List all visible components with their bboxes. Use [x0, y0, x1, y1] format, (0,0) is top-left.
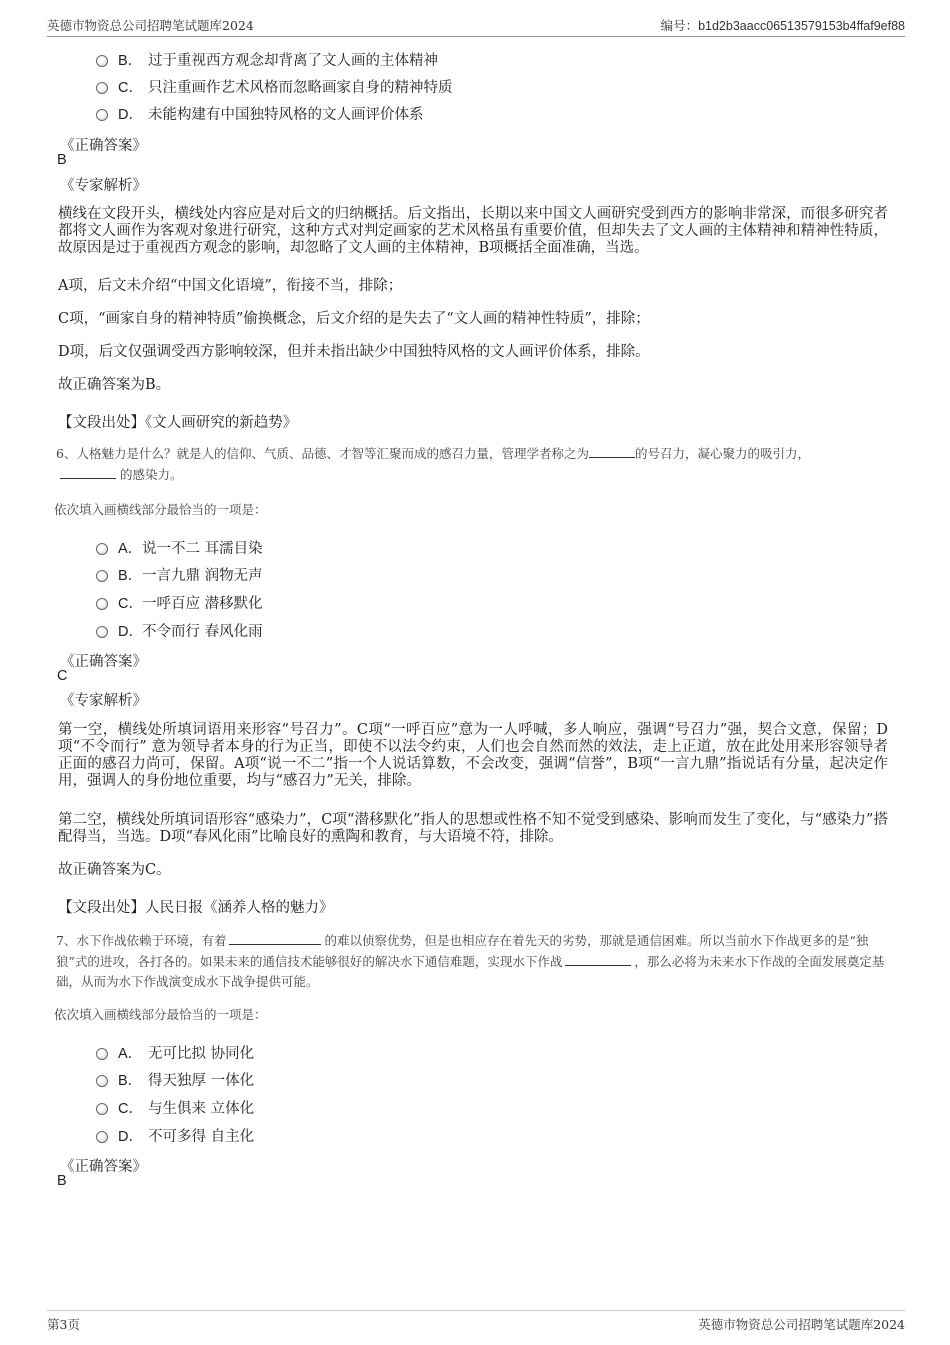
q6-analysis-second: 第二空，横线处所填词语形容“感染力”，C项“潜移默化”指人的思想或性格不知不觉受到感染、影响而发生了变化，与“感染力”搭配得当，当选。D项“春风化雨”比喻良好的熏陶和教育，与大语境不符，排除。: [58, 812, 888, 845]
radio-icon[interactable]: [96, 543, 108, 555]
radio-icon[interactable]: [96, 55, 108, 67]
q5-answer: B: [57, 152, 67, 168]
q7-option-a[interactable]: A． 无可比拟 协同化: [96, 1042, 254, 1062]
q7-option-b[interactable]: B． 得天独厚 一体化: [96, 1069, 254, 1089]
radio-icon[interactable]: [96, 598, 108, 610]
radio-icon[interactable]: [96, 626, 108, 638]
blank-2: [565, 951, 631, 966]
q6-conclusion: 故正确答案为C。: [58, 862, 171, 878]
q5-analysis-label: 《专家解析》: [60, 178, 147, 194]
q5-option-c[interactable]: C． 只注重画作艺术风格而忽略画家自身的精神特质: [96, 76, 453, 96]
blank-2: [60, 464, 116, 479]
footer-page: 第3页: [47, 1317, 80, 1332]
q5-option-d[interactable]: D． 未能构建有中国独特风格的文人画评价体系: [96, 103, 424, 123]
radio-icon[interactable]: [96, 82, 108, 94]
q6-answer-label: 《正确答案》: [60, 654, 147, 670]
q7-answer-label: 《正确答案》: [60, 1159, 147, 1175]
header-code: 编号：b1d2b3aacc06513579153b4ffaf9ef88: [660, 19, 905, 33]
q7-question: 7、水下作战依赖于环境，有着 的难以侦察优势，但是也相应存在着先天的劣势，那就是通信困难。所以当前水下作战更多的是“独狼”式的进攻，各打各的。如果未来的通信技术能够很好的解决水下通信难题，实现水下作战 ，那么必将为未来水下作战的全面发展奠定基础，从而为水下作战演变成水下战争提供可能。: [56, 930, 891, 992]
q7-answer: B: [57, 1173, 67, 1189]
blank-1: [589, 443, 635, 458]
q5-analysis-a: A项，后文未介绍“中国文化语境”，衔接不当，排除；: [58, 278, 403, 294]
footer-title: 英德市物资总公司招聘笔试题库2024: [698, 1317, 905, 1332]
radio-icon[interactable]: [96, 1131, 108, 1143]
q6-option-a[interactable]: A．说一不二 耳濡目染: [96, 537, 263, 557]
q5-option-b[interactable]: B． 过于重视西方观念却背离了文人画的主体精神: [96, 49, 438, 69]
q6-option-d[interactable]: D．不令而行 春风化雨: [96, 620, 263, 640]
radio-icon[interactable]: [96, 1075, 108, 1087]
q6-analysis-first: 第一空，横线处所填词语用来形容“号召力”。C项“一呼百应”意为一人呼喊，多人响应，强调“号召力”强，契合文意，保留；D项“不令而行” 意为领导者本身的行为正当，即使不以法令约束，人们也会自然而然的效法，走上正道，放在此处用来形容领导者正面的感召力尚可，保留。A项“说一不二”指一个人说话算数，不会改变，强调“信誉”，B项“一言九鼎”指说话有分量，起决定作用，强调人的身份地位重要，均与“感召力”无关，排除。: [58, 722, 888, 789]
page-footer: [47, 1310, 905, 1333]
radio-icon[interactable]: [96, 1048, 108, 1060]
radio-icon[interactable]: [96, 1103, 108, 1115]
q5-analysis-d: D项，后文仅强调受西方影响较深，但并未指出缺少中国独特风格的文人画评价体系，排除。: [58, 344, 650, 360]
header-title: 英德市物资总公司招聘笔试题库2024: [47, 18, 254, 33]
radio-icon[interactable]: [96, 570, 108, 582]
q7-prompt: 依次填入画横线部分最恰当的一项是：: [54, 1007, 267, 1022]
q6-prompt: 依次填入画横线部分最恰当的一项是：: [54, 502, 267, 517]
q6-answer: C: [57, 668, 68, 684]
q6-analysis-label: 《专家解析》: [60, 693, 147, 709]
q6-question: 6、人格魅力是什么？就是人的信仰、气质、品德、才智等汇聚而成的感召力量，管理学者称之为 的号召力，凝心聚力的吸引力，的感染力。: [56, 443, 836, 485]
q6-option-b[interactable]: B．一言九鼎 润物无声: [96, 564, 263, 584]
blank-1: [229, 930, 321, 945]
q7-option-c[interactable]: C． 与生俱来 立体化: [96, 1097, 254, 1117]
radio-icon[interactable]: [96, 109, 108, 121]
q6-option-c[interactable]: C．一呼百应 潜移默化: [96, 592, 263, 612]
q5-source: 【文段出处】《文人画研究的新趋势》: [58, 415, 298, 431]
q6-source: 【文段出处】人民日报《涵养人格的魅力》: [58, 900, 334, 916]
q5-analysis-main: 横线在文段开头，横线处内容应是对后文的归纳概括。后文指出，长期以来中国文人画研究受到西方的影响非常深，而很多研究者都将文人画作为客观对象进行研究，这种方式对判定画家的艺术风格虽有重要价值，但却失去了文人画的主体精神和精神性特质，故原因是过于重视西方观念的影响，却忽略了文人画的主体精神，B项概括全面准确，当选。: [58, 206, 888, 256]
q7-option-d[interactable]: D． 不可多得 自主化: [96, 1125, 254, 1145]
q5-answer-label: 《正确答案》: [60, 138, 147, 154]
q5-conclusion: 故正确答案为B。: [58, 377, 171, 393]
q5-analysis-c: C项，“画家自身的精神特质”偷换概念，后文介绍的是失去了“文人画的精神性特质”，排除；: [58, 311, 650, 327]
page-header: [47, 14, 905, 37]
